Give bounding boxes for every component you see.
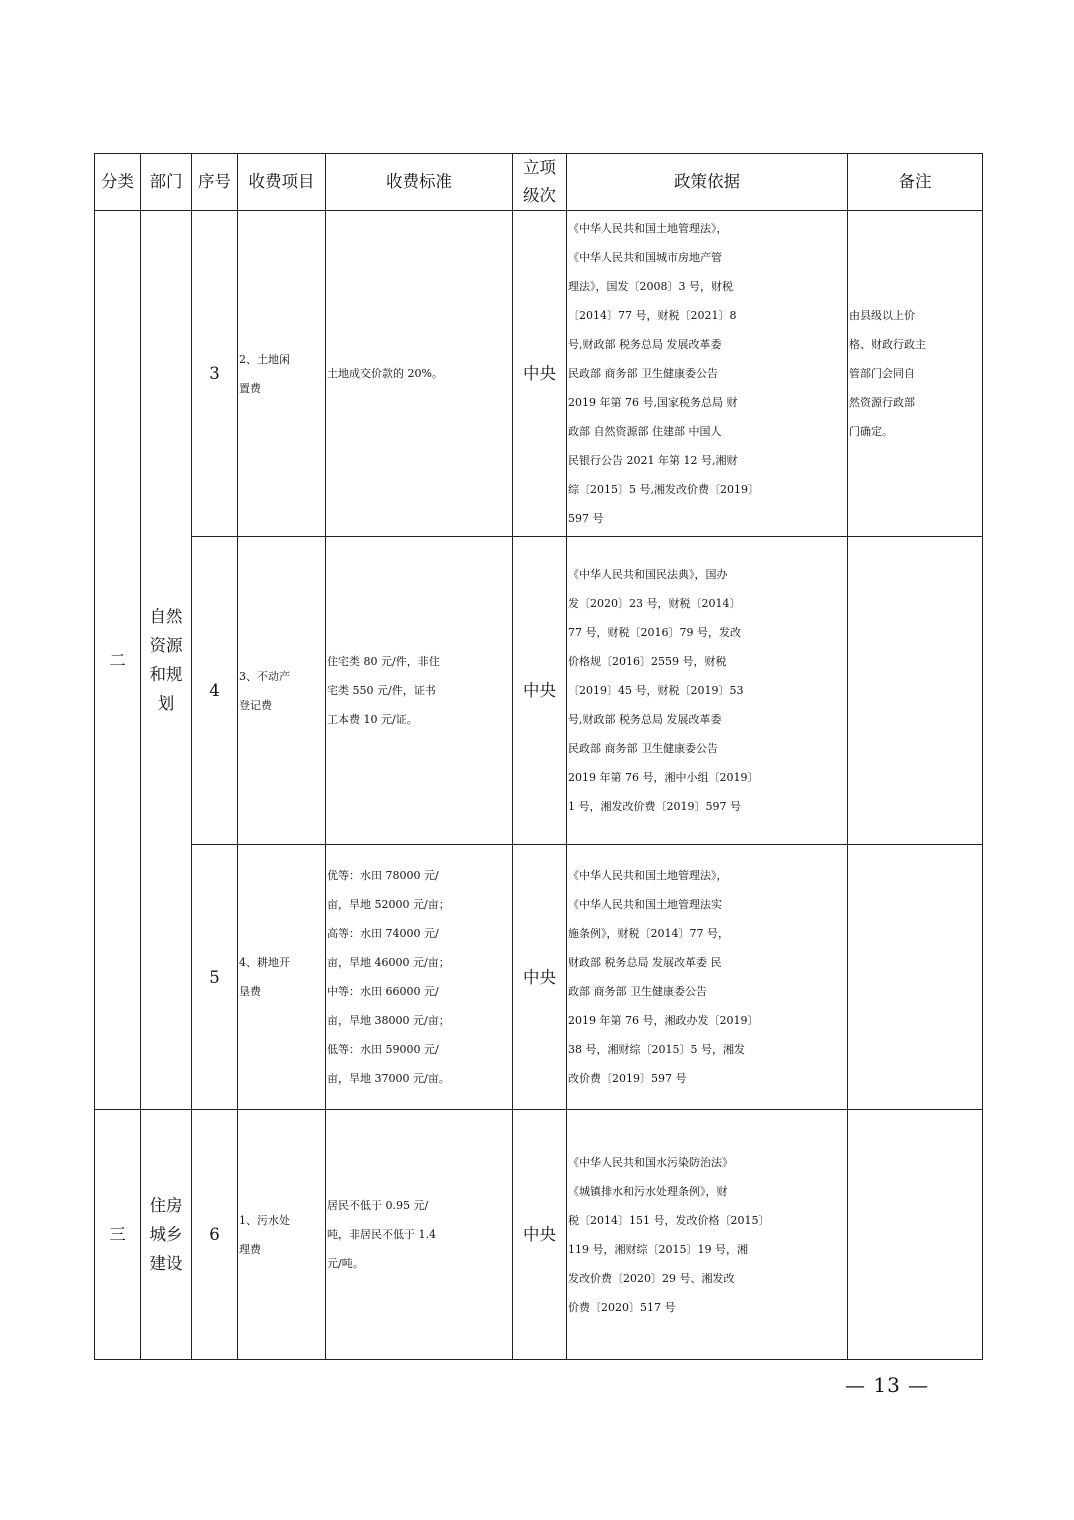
standard-line: 居民不低于 0.95 元/ (327, 1199, 429, 1212)
table-row (95, 211, 983, 537)
policy-line: 综〔2015〕5 号,湘发改价费〔2019〕 (568, 483, 759, 496)
standard-line: 中等：水田 66000 元/ (327, 985, 439, 998)
remark-line: 管部门会同自 (849, 367, 915, 380)
policy-cell (567, 211, 848, 537)
item-cell (238, 537, 326, 845)
standard-line: 亩，旱地 46000 元/亩； (327, 956, 450, 969)
policy-line: 民政部 商务部 卫生健康委公告 (568, 742, 718, 755)
policy-line: 号,财政部 税务总局 发展改革委 (568, 713, 722, 726)
department-line: 城乡 (149, 1225, 183, 1244)
policy-line: 《中华人民共和国水污染防治法》 (568, 1155, 733, 1169)
policy-line: 《城镇排水和污水处理条例》，财 (568, 1184, 728, 1198)
remark-line: 然资源行政部 (849, 396, 915, 409)
policy-line: 价费〔2020〕517 号 (568, 1300, 676, 1314)
category-cell: 二 (95, 211, 141, 1110)
fee-table (94, 153, 983, 1360)
policy-line: 财政部 税务总局 发展改革委 民 (568, 956, 722, 969)
header-row (95, 154, 983, 211)
standard-cell (326, 211, 513, 537)
policy-line: 〔2014〕77 号，财税〔2021〕8 (568, 309, 737, 322)
standard-line: 亩，旱地 52000 元/亩； (327, 898, 450, 911)
policy-line: 政部 自然资源部 住建部 中国人 (568, 425, 722, 438)
policy-line: 政部 商务部 卫生健康委公告 (568, 985, 707, 998)
standard-line: 宅类 550 元/件，证书 (327, 684, 436, 697)
table-row (95, 845, 983, 1110)
policy-line: 〔2019〕45 号，财税〔2019〕53 (568, 684, 744, 697)
department-line: 建设 (149, 1254, 183, 1273)
policy-line: 价格规〔2016〕2559 号，财税 (568, 655, 727, 668)
policy-line: 《中华人民共和国民法典》，国办 (568, 568, 728, 581)
standard-cell (326, 537, 513, 845)
item-line: 2、土地闲 (239, 352, 290, 366)
policy-line: 民政部 商务部 卫生健康委公告 (568, 367, 718, 380)
policy-line: 《中华人民共和国土地管理法》， (568, 869, 728, 882)
standard-cell (326, 845, 513, 1110)
policy-line: 38 号，湘财综〔2015〕5 号，湘发 (568, 1043, 745, 1056)
standard-line: 高等：水田 74000 元/ (327, 927, 439, 940)
seq-cell: 4 (192, 537, 238, 845)
standard-cell (326, 1110, 513, 1360)
item-line: 置费 (239, 381, 261, 395)
policy-line: 1 号，湘发改价费〔2019〕597 号 (568, 800, 741, 813)
standard-line: 工本费 10 元/证。 (327, 713, 418, 726)
standard-line: 吨，非居民不低于 1.4 (327, 1228, 436, 1241)
page-number: — 13 — (845, 1373, 930, 1397)
standard-line: 优等：水田 78000 元/ (327, 869, 439, 882)
policy-line: 《中华人民共和国城市房地产管 (568, 251, 722, 264)
level-cell: 中央 (513, 1110, 567, 1360)
item-line: 登记费 (239, 698, 272, 712)
item-cell (238, 845, 326, 1110)
policy-line: 597 号 (568, 512, 604, 525)
policy-line: 理法》，国发〔2008〕3 号，财税 (568, 280, 733, 293)
header-policy: 政策依据 (567, 154, 848, 211)
seq-cell: 3 (192, 211, 238, 537)
department-cell (141, 211, 192, 1110)
header-standard: 收费标准 (326, 154, 513, 211)
policy-cell (567, 845, 848, 1110)
header-level-line1: 立项 (523, 158, 556, 177)
header-remark: 备注 (848, 154, 983, 211)
header-level (513, 154, 567, 211)
policy-line: 《中华人民共和国土地管理法》， (568, 222, 728, 235)
item-line: 3、不动产 (239, 669, 290, 683)
header-department: 部门 (141, 154, 192, 211)
policy-line: 改价费〔2019〕597 号 (568, 1072, 687, 1085)
remark-cell (848, 537, 983, 845)
remark-line: 门确定。 (849, 425, 893, 438)
department-line: 资源 (149, 636, 183, 655)
item-line: 1、污水处 (239, 1213, 290, 1227)
standard-line: 元/吨。 (327, 1257, 364, 1270)
standard-line: 土地成交价款的 20%。 (327, 367, 443, 380)
department-line: 划 (157, 694, 175, 713)
policy-line: 民银行公告 2021 年第 12 号,湘财 (568, 454, 738, 467)
table-row (95, 1110, 983, 1360)
seq-cell: 6 (192, 1110, 238, 1360)
remark-cell (848, 1110, 983, 1360)
policy-line: 施条例》，财税〔2014〕77 号， (568, 927, 729, 940)
remark-line: 由县级以上价 (849, 309, 915, 322)
department-line: 和规 (149, 665, 183, 684)
standard-line: 住宅类 80 元/件，非住 (327, 655, 440, 668)
department-line: 住房 (149, 1196, 183, 1215)
item-line: 理费 (239, 1242, 261, 1256)
policy-line: 发〔2020〕23 号，财税〔2014〕 (568, 597, 741, 610)
seq-cell: 5 (192, 845, 238, 1110)
remark-cell (848, 211, 983, 537)
header-category: 分类 (95, 154, 141, 211)
policy-line: 号,财政部 税务总局 发展改革委 (568, 338, 722, 351)
header-seq: 序号 (192, 154, 238, 211)
level-cell: 中央 (513, 845, 567, 1110)
policy-cell (567, 1110, 848, 1360)
header-level-line2: 级次 (523, 186, 556, 205)
policy-line: 2019 年第 76 号，湘中小组〔2019〕 (568, 771, 759, 784)
department-line: 自然 (149, 607, 183, 626)
item-line: 垦费 (239, 985, 261, 998)
policy-cell (567, 537, 848, 845)
policy-line: 119 号，湘财综〔2015〕19 号，湘 (568, 1242, 748, 1256)
department-cell (141, 1110, 192, 1360)
level-cell: 中央 (513, 537, 567, 845)
policy-line: 2019 年第 76 号，湘政办发〔2019〕 (568, 1014, 759, 1027)
remark-cell (848, 845, 983, 1110)
policy-line: 77 号，财税〔2016〕79 号，发改 (568, 626, 741, 639)
level-cell: 中央 (513, 211, 567, 537)
policy-line: 《中华人民共和国土地管理法实 (568, 898, 722, 911)
policy-line: 2019 年第 76 号,国家税务总局 财 (568, 396, 738, 409)
remark-line: 格、财政行政主 (849, 338, 926, 351)
item-line: 4、耕地开 (239, 956, 290, 969)
category-cell: 三 (95, 1110, 141, 1360)
standard-line: 低等：水田 59000 元/ (327, 1043, 439, 1056)
standard-line: 亩，旱地 38000 元/亩； (327, 1014, 450, 1027)
table-row (95, 537, 983, 845)
policy-line: 发改价费〔2020〕29 号、湘发改 (568, 1271, 735, 1285)
policy-line: 税〔2014〕151 号，发改价格〔2015〕 (568, 1213, 770, 1227)
header-item: 收费项目 (238, 154, 326, 211)
item-cell (238, 211, 326, 537)
item-cell (238, 1110, 326, 1360)
standard-line: 亩，旱地 37000 元/亩。 (327, 1072, 450, 1085)
